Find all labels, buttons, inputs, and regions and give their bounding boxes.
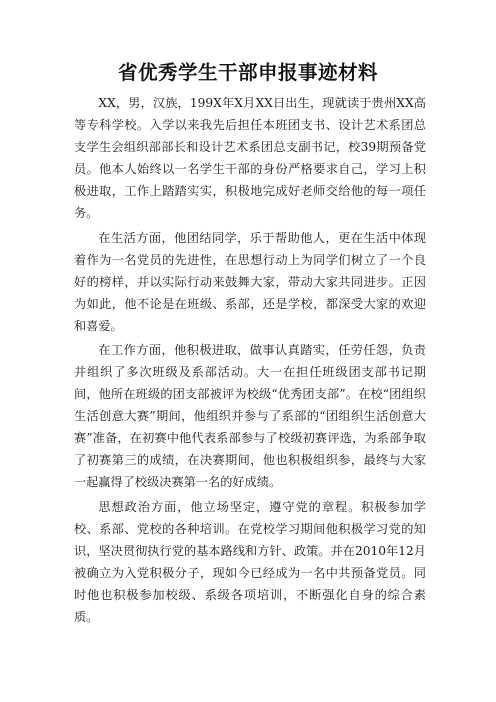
document-body (74, 92, 426, 630)
document-title: 省优秀学生干部申报事迹材料 (117, 61, 378, 84)
paragraph-politics: 思想政治方面，他立场坚定，遵守党的章程。积极参加学校、系部、党校的各种培训。在党校学习期间他积极学习党的知识，坚决贯彻执行党的基本路线和方针、政策。并在2010年12月被确立为入党积极分子，现如今已经成为一名中共预备党员。同时他也积极参加校级、系级各项培训，不断强化自身的综合素质。 (74, 499, 426, 624)
paragraph-life: 在生活方面，他团结同学，乐于帮助他人，更在生活中体现着作为一名党员的先进性，在思想行动上为同学们树立了一个良好的榜样，并以实际行动来鼓舞大家，带动大家共同进步。正因为如此，他不论是在班级、系部，还是学校，都深受大家的欢迎和喜爱。 (74, 230, 426, 333)
paragraph-work: 在工作方面，他积极进取，做事认真踏实，任劳任怨，负责并组织了多次班级及系部活动。大一在担任班级团支部书记期间，他所在班级的团支部被评为校级“优秀团支部”。在校“团组织生活创意大赛”期间，他组织并参与了系部的“团组织生活创意大赛”准备，在初赛中他代表系部参与了校级初赛评选，为系部争取了初赛第三的成绩，在决赛期间，他也积极组织参，最终与大家一起赢得了校级决赛第一名的好成绩。 (74, 343, 426, 489)
paragraph-intro: XX，男，汉族，199X年X月XX日出生，现就读于贵州XX高等专科学校。入学以来我先后担任本班团支书、设计艺术系团总支学生会组织部部长和设计艺术系团总支副书记，校39期预备党员。他本人始终以一名学生干部的身份严格要求自己，学习上积极进取，工作上踏踏实实，积极地完成好老师交给他的每一项任务。 (74, 96, 426, 220)
